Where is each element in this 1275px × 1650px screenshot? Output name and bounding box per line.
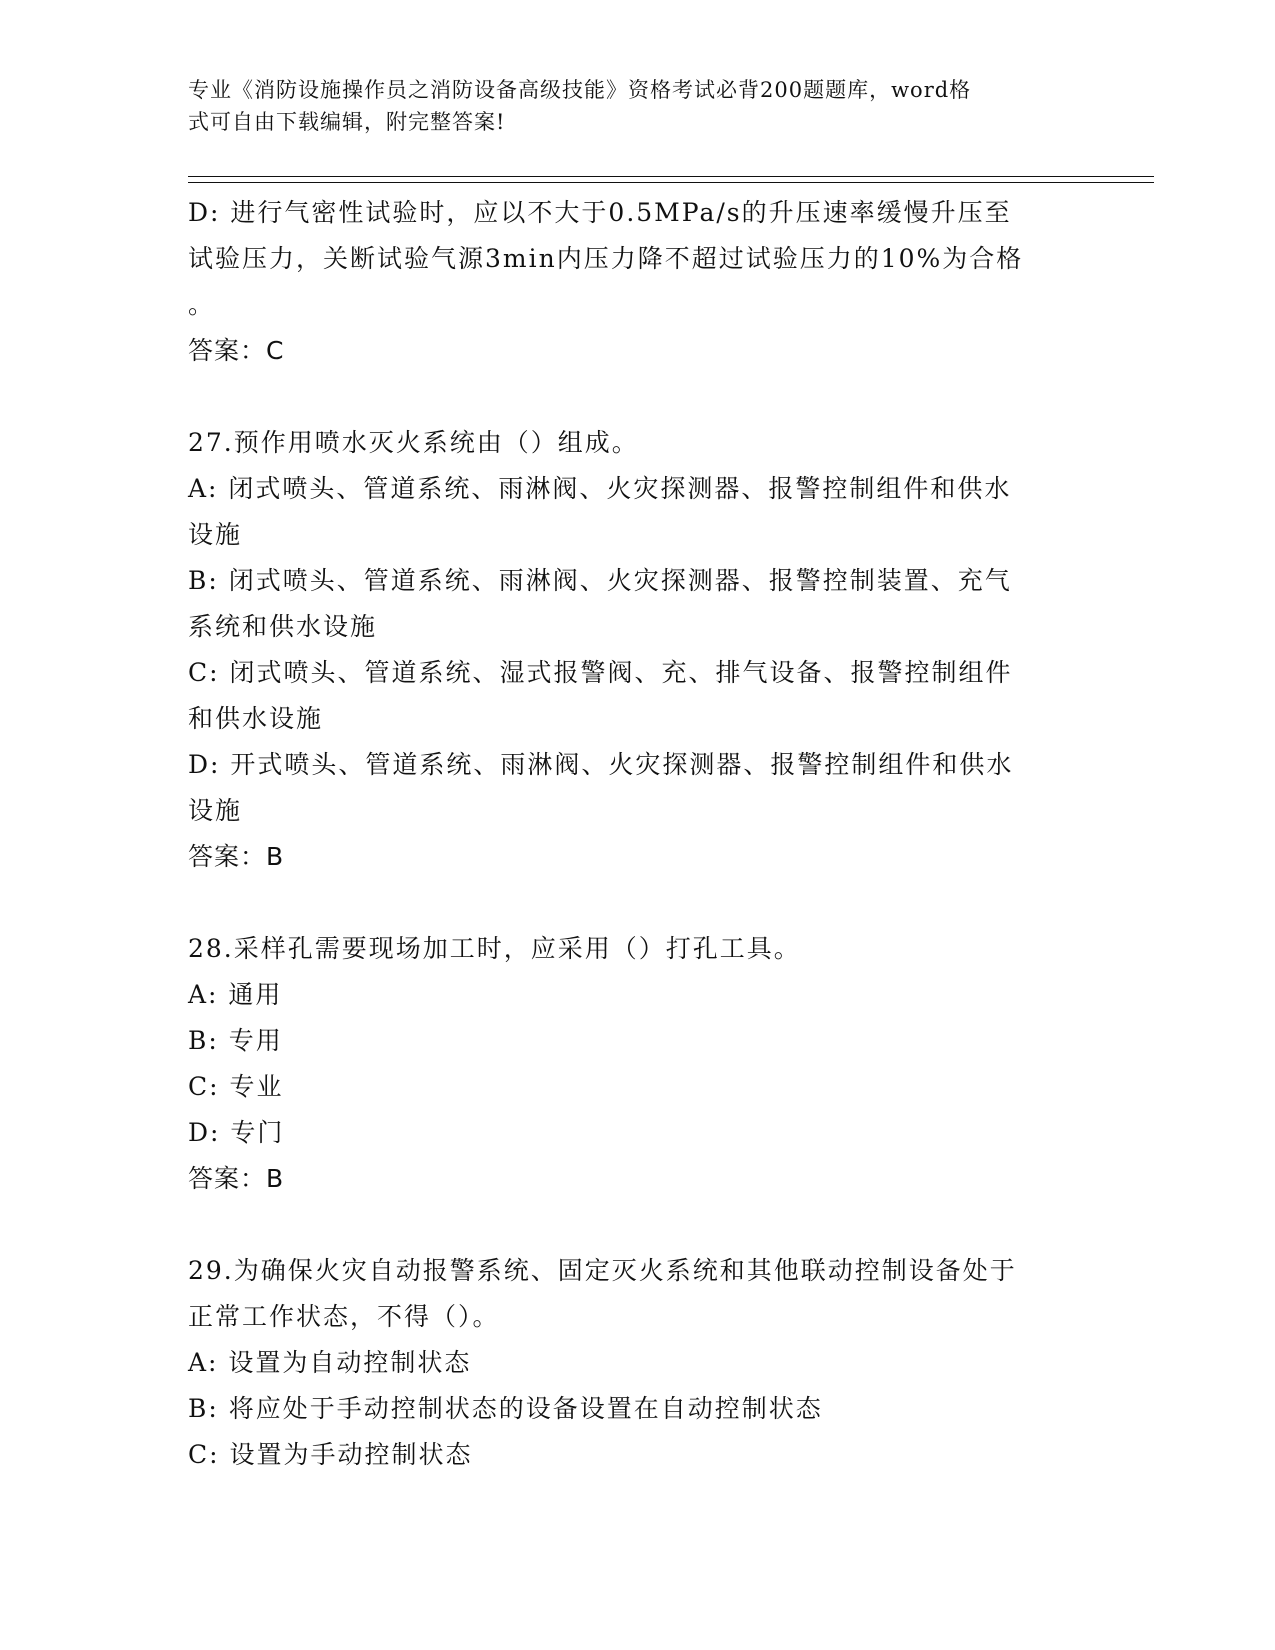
q28-answer: 答案：B: [188, 1164, 285, 1193]
q27-option-a-line-2: 设施: [188, 520, 243, 549]
question-28: [188, 926, 1078, 1202]
q26-answer: 答案：C: [188, 336, 285, 365]
q28-option-a: A: 通用: [188, 980, 283, 1009]
q26-option-d-line-3: 。: [188, 290, 216, 319]
q27-option-a-line-1: A: 闭式喷头、管道系统、雨淋阀、火灾探测器、报警控制组件和供水: [188, 474, 1012, 503]
q27-option-b-line-1: B: 闭式喷头、管道系统、雨淋阀、火灾探测器、报警控制装置、充气: [188, 566, 1012, 595]
q27-option-c-line-1: C: 闭式喷头、管道系统、湿式报警阀、充、排气设备、报警控制组件: [188, 658, 1013, 687]
question-29: [188, 1248, 1078, 1478]
q28-option-c: C: 专业: [188, 1072, 284, 1101]
spacer: [188, 374, 1078, 420]
page-header: [188, 74, 1068, 138]
q29-option-a: A: 设置为自动控制状态: [188, 1348, 472, 1377]
spacer: [188, 1202, 1078, 1248]
spacer: [188, 880, 1078, 926]
document-body: [188, 190, 1078, 1478]
q29-stem-line-1: 29.为确保火灾自动报警系统、固定灭火系统和其他联动控制设备处于: [188, 1256, 1017, 1285]
q27-option-c-line-2: 和供水设施: [188, 704, 324, 733]
header-title-line-2: 式可自由下载编辑，附完整答案!: [188, 110, 506, 134]
q28-option-d: D: 专门: [188, 1118, 285, 1147]
q28-stem: 28.采样孔需要现场加工时，应采用（）打孔工具。: [188, 934, 801, 963]
question-26-fragment: [188, 190, 1078, 374]
q26-option-d-line-1: D: 进行气密性试验时，应以不大于0.5MPa/s的升压速率缓慢升压至: [188, 198, 1012, 227]
q27-option-d-line-2: 设施: [188, 796, 243, 825]
header-title-line-1: 专业《消防设施操作员之消防设备高级技能》资格考试必背200题题库，word格: [188, 78, 972, 102]
q29-stem-line-2: 正常工作状态，不得（）。: [188, 1302, 500, 1331]
q27-option-d-line-1: D: 开式喷头、管道系统、雨淋阀、火灾探测器、报警控制组件和供水: [188, 750, 1014, 779]
q27-stem: 27.预作用喷水灭火系统由（）组成。: [188, 428, 639, 457]
q29-option-b: B: 将应处于手动控制状态的设备设置在自动控制状态: [188, 1394, 823, 1423]
q26-option-d-line-2: 试验压力，关断试验气源3min内压力降不超过试验压力的10%为合格: [188, 244, 1024, 273]
header-divider: [188, 176, 1154, 183]
q27-option-b-line-2: 系统和供水设施: [188, 612, 378, 641]
q28-option-b: B: 专用: [188, 1026, 283, 1055]
question-27: [188, 420, 1078, 880]
q29-option-c: C: 设置为手动控制状态: [188, 1440, 473, 1469]
q27-answer: 答案：B: [188, 842, 285, 871]
